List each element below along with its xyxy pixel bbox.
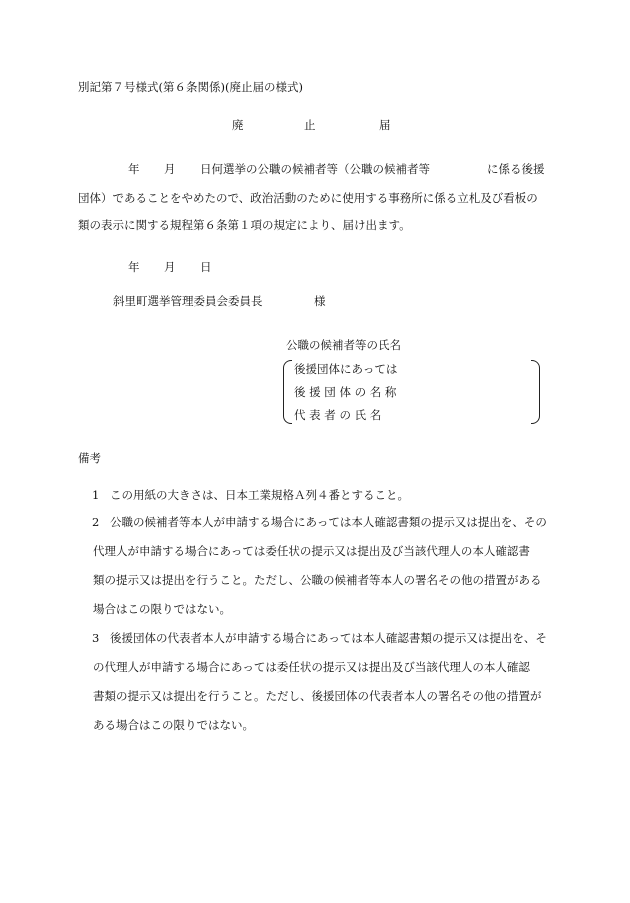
title-char-1: 廃 [232, 118, 244, 132]
note-1-number: 1 [92, 488, 100, 502]
body-year: 年 [128, 162, 140, 176]
bracket-right [531, 360, 540, 424]
signature-line-1: 後援団体にあっては [294, 362, 398, 376]
notes-heading: 備考 [78, 451, 101, 465]
note-3-line-4: ある場合はこの限りではない。 [93, 718, 254, 732]
form-header: 別記第７号様式(第６条関係)(廃止届の様式) [78, 80, 303, 94]
note-2-number: 2 [92, 515, 100, 529]
note-3-line-3: 書類の提示又は提出を行うこと。ただし、後援団体の代表者本人の署名その他の措置が [93, 689, 542, 703]
note-2-line-2: 代理人が申請する場合にあっては委任状の提示又は提出及び当該代理人の本人確認書 [93, 544, 530, 558]
signature-line-3: 代 表 者 の 氏 名 [294, 408, 382, 422]
date-day: 日 [200, 260, 212, 274]
note-3-line-1: 後援団体の代表者本人が申請する場合にあっては本人確認書類の提示又は提出を、そ [110, 631, 547, 645]
title-char-2: 止 [304, 118, 316, 132]
body-day-text: 日何選挙の公職の候補者等（公職の候補者等 [200, 162, 430, 176]
note-3-number: 3 [92, 631, 100, 645]
body-line-2: 団体）であることをやめたので、政治活動のために使用する事務所に係る立札及び看板の [78, 191, 538, 205]
signature-line-2: 後 援 団 体 の 名 称 [294, 385, 397, 399]
title-char-3: 届 [379, 118, 391, 132]
addressee-honorific: 様 [314, 294, 326, 308]
date-month: 月 [164, 260, 176, 274]
note-3-line-2: の代理人が申請する場合にあっては委任状の提示又は提出及び当該代理人の本人確認 [93, 660, 530, 674]
body-line-3: 類の表示に関する規程第６条第１項の規定により、届け出ます。 [78, 218, 411, 232]
date-year: 年 [128, 260, 140, 274]
body-tail: に係る後援 [487, 162, 545, 176]
note-2-line-4: 場合はこの限りではない。 [93, 602, 231, 616]
body-month: 月 [164, 162, 176, 176]
note-2-line-1: 公職の候補者等本人が申請する場合にあっては本人確認書類の提示又は提出を、その [110, 515, 547, 529]
addressee: 斜里町選挙管理委員会委員長 [113, 294, 263, 308]
signature-label: 公職の候補者等の氏名 [286, 338, 401, 352]
note-1-line-1: この用紙の大きさは、日本工業規格Ａ列４番とすること。 [110, 488, 409, 502]
note-2-line-3: 類の提示又は提出を行うこと。ただし、公職の候補者等本人の署名その他の措置がある [93, 573, 542, 587]
bracket-left [283, 360, 292, 424]
